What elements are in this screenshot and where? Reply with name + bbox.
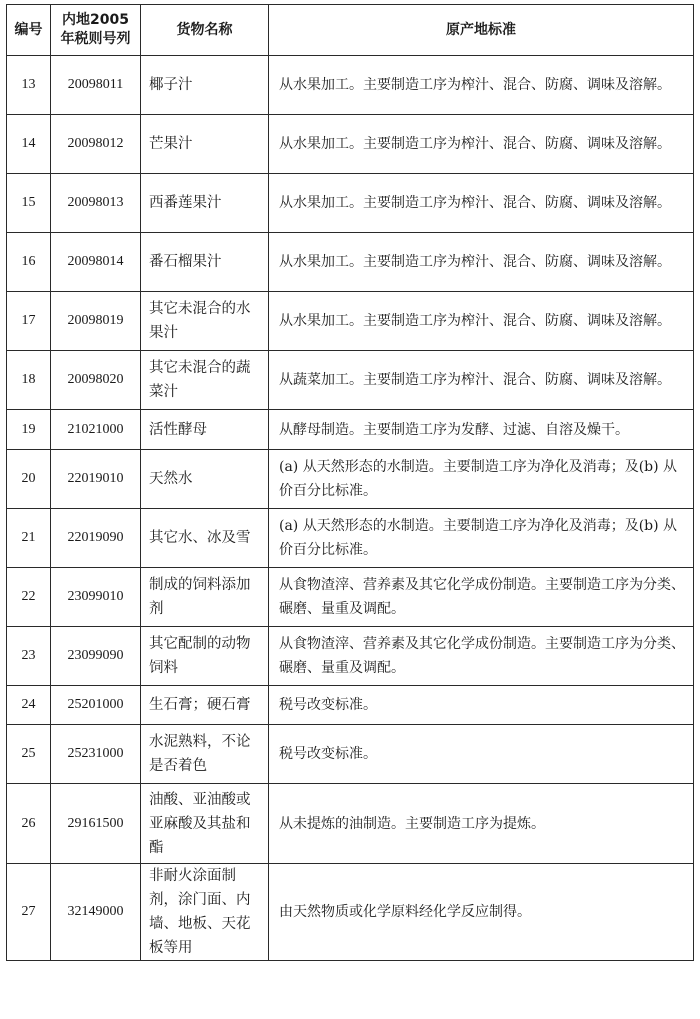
row-number: 14 [7, 115, 51, 174]
tariff-code: 21021000 [51, 410, 141, 450]
origin-standard: (a) 从天然形态的水制造。主要制造工序为净化及消毒；及(b) 从价百分比标准。 [269, 509, 694, 568]
table-header-row [7, 5, 694, 56]
origin-standard: 由天然物质或化学原料经化学反应制得。 [269, 864, 694, 961]
tariff-code: 23099010 [51, 568, 141, 627]
tariff-code: 20098020 [51, 351, 141, 410]
goods-name: 其它未混合的水果汁 [141, 292, 269, 351]
goods-name: 油酸、亚油酸或亚麻酸及其盐和酯 [141, 784, 269, 864]
goods-name: 非耐火涂面制剂，涂门面、内墙、地板、天花板等用 [141, 864, 269, 961]
row-number: 25 [7, 725, 51, 784]
goods-name: 制成的饲料添加剂 [141, 568, 269, 627]
origin-standard: 税号改变标准。 [269, 725, 694, 784]
row-number: 23 [7, 627, 51, 686]
tariff-code: 29161500 [51, 784, 141, 864]
origin-standard: (a) 从天然形态的水制造。主要制造工序为净化及消毒；及(b) 从价百分比标准。 [269, 450, 694, 509]
tariff-code: 22019090 [51, 509, 141, 568]
row-number: 22 [7, 568, 51, 627]
origin-standard: 从未提炼的油制造。主要制造工序为提炼。 [269, 784, 694, 864]
goods-name: 西番莲果汁 [141, 174, 269, 233]
goods-name: 番石榴果汁 [141, 233, 269, 292]
tariff-code: 23099090 [51, 627, 141, 686]
row-number: 21 [7, 509, 51, 568]
origin-standard: 从水果加工。主要制造工序为榨汁、混合、防腐、调味及溶解。 [269, 233, 694, 292]
table-body [7, 56, 694, 961]
row-number: 16 [7, 233, 51, 292]
row-number: 18 [7, 351, 51, 410]
table-row [7, 686, 694, 725]
goods-name: 生石膏；硬石膏 [141, 686, 269, 725]
header-num: 编号 [7, 5, 51, 56]
goods-name: 其它未混合的蔬菜汁 [141, 351, 269, 410]
tariff-code: 22019010 [51, 450, 141, 509]
tariff-code: 20098019 [51, 292, 141, 351]
origin-standard: 从水果加工。主要制造工序为榨汁、混合、防腐、调味及溶解。 [269, 56, 694, 115]
tariff-code: 20098013 [51, 174, 141, 233]
goods-name: 其它水、冰及雪 [141, 509, 269, 568]
header-goods-name: 货物名称 [141, 5, 269, 56]
table-row [7, 784, 694, 864]
origin-rules-table [6, 4, 694, 961]
origin-standard: 从食物渣滓、营养素及其它化学成份制造。主要制造工序为分类、碾磨、量重及调配。 [269, 627, 694, 686]
table-row [7, 292, 694, 351]
row-number: 26 [7, 784, 51, 864]
table-row [7, 174, 694, 233]
table-row [7, 351, 694, 410]
tariff-code: 25231000 [51, 725, 141, 784]
tariff-code: 20098014 [51, 233, 141, 292]
row-number: 19 [7, 410, 51, 450]
table-row [7, 56, 694, 115]
row-number: 17 [7, 292, 51, 351]
row-number: 27 [7, 864, 51, 961]
tariff-code: 20098011 [51, 56, 141, 115]
table-row [7, 115, 694, 174]
goods-name: 水泥熟料，不论是否着色 [141, 725, 269, 784]
origin-standard: 从蔬菜加工。主要制造工序为榨汁、混合、防腐、调味及溶解。 [269, 351, 694, 410]
header-origin-standard: 原产地标准 [269, 5, 694, 56]
origin-standard: 从水果加工。主要制造工序为榨汁、混合、防腐、调味及溶解。 [269, 292, 694, 351]
goods-name: 天然水 [141, 450, 269, 509]
goods-name: 椰子汁 [141, 56, 269, 115]
goods-name: 芒果汁 [141, 115, 269, 174]
table-row [7, 725, 694, 784]
tariff-code: 20098012 [51, 115, 141, 174]
row-number: 24 [7, 686, 51, 725]
goods-name: 活性酵母 [141, 410, 269, 450]
tariff-code: 25201000 [51, 686, 141, 725]
origin-standard: 从酵母制造。主要制造工序为发酵、过滤、自溶及燥干。 [269, 410, 694, 450]
row-number: 13 [7, 56, 51, 115]
table-row [7, 627, 694, 686]
tariff-code: 32149000 [51, 864, 141, 961]
origin-standard: 从水果加工。主要制造工序为榨汁、混合、防腐、调味及溶解。 [269, 115, 694, 174]
goods-name: 其它配制的动物饲料 [141, 627, 269, 686]
row-number: 15 [7, 174, 51, 233]
header-tariff-code: 内地2005年税则号列 [51, 5, 141, 56]
origin-standard: 税号改变标准。 [269, 686, 694, 725]
row-number: 20 [7, 450, 51, 509]
table-row [7, 509, 694, 568]
table-row [7, 410, 694, 450]
origin-standard: 从食物渣滓、营养素及其它化学成份制造。主要制造工序为分类、碾磨、量重及调配。 [269, 568, 694, 627]
table-row [7, 450, 694, 509]
table-row [7, 568, 694, 627]
table-row [7, 233, 694, 292]
origin-standard: 从水果加工。主要制造工序为榨汁、混合、防腐、调味及溶解。 [269, 174, 694, 233]
table-row [7, 864, 694, 961]
